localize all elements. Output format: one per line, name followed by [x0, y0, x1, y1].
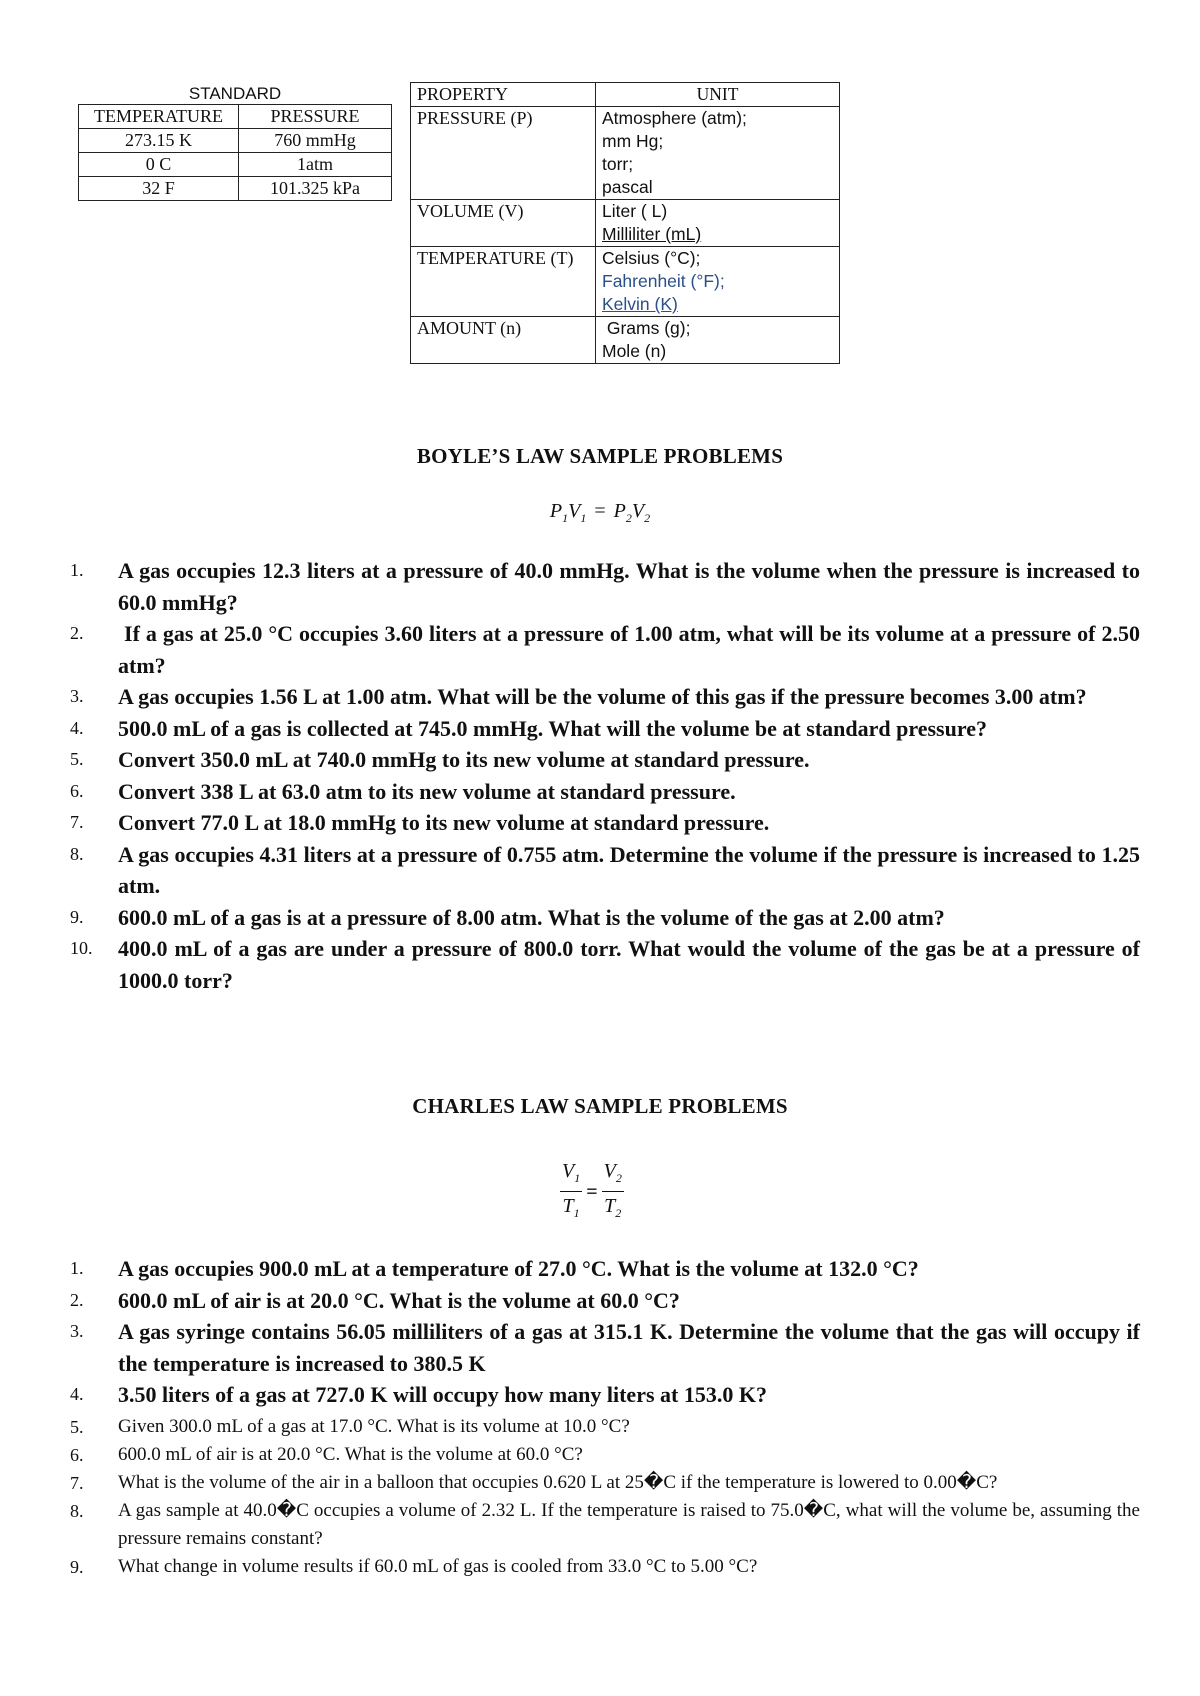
list-item — [70, 933, 1140, 996]
table-row — [79, 129, 392, 153]
list-number: 7. — [70, 812, 84, 832]
table-cell: 1atm — [239, 153, 392, 177]
list-item — [70, 1553, 1140, 1581]
list-item — [70, 713, 1140, 745]
list-number: 6. — [70, 780, 84, 801]
list-number: 10. — [70, 938, 93, 958]
table-row — [79, 177, 392, 201]
problem-text: A gas syringe contains 56.05 milliliters of a gas at 315.1 K. Determine the volume that the gas will occupy if the temperature is increased to 380.5 K — [118, 1319, 1140, 1376]
formula-subscript: 1 — [562, 511, 569, 525]
unit-cell — [596, 247, 840, 317]
list-item — [70, 618, 1146, 681]
list-item — [70, 839, 1140, 902]
list-item — [70, 1469, 1140, 1497]
formula-subscript: 2 — [615, 1206, 622, 1220]
problem-text: What change in volume results if 60.0 mL of gas is cooled from 33.0 °C to 5.00 °C? — [118, 1556, 758, 1577]
list-item — [70, 1441, 1140, 1469]
list-number: 4. — [70, 1384, 84, 1404]
list-item — [70, 1316, 1140, 1379]
formula-fraction — [602, 1158, 624, 1227]
list-item — [70, 744, 1140, 776]
unit-cell — [596, 107, 840, 200]
list-number: 2. — [70, 623, 84, 643]
pressure-header: PRESSURE — [239, 105, 392, 129]
formula-fraction — [560, 1158, 582, 1227]
standard-caption: STANDARD — [188, 84, 282, 103]
problem-text: If a gas at 25.0 °C occupies 3.60 liters at a pressure of 1.00 atm, what will be its volume at a pressure of 2.50 atm? — [118, 621, 1146, 678]
list-number: 5. — [70, 1417, 84, 1437]
unit-text: Celsius (°C); — [602, 248, 701, 268]
table-row — [411, 107, 840, 200]
formula-symbol: T — [604, 1195, 616, 1217]
problem-text: 600.0 mL of a gas is at a pressure of 8.00 atm. What is the volume of the gas at 2.00 atm? — [118, 904, 945, 930]
property-unit-table — [410, 82, 840, 364]
formula-symbol: V — [568, 500, 581, 522]
unit-text: Fahrenheit (°F); — [602, 271, 725, 291]
table-header-row — [411, 83, 840, 107]
formula-subscript: 2 — [625, 511, 632, 525]
table-cell: 760 mmHg — [239, 129, 392, 153]
problem-text: 600.0 mL of air is at 20.0 °C. What is the volume at 60.0 °C? — [118, 1444, 583, 1465]
unit-text: Liter ( L) — [602, 201, 668, 221]
formula-subscript: 2 — [644, 511, 651, 525]
table-cell: 32 F — [79, 177, 239, 201]
property-cell: VOLUME (V) — [411, 200, 596, 247]
table-cell: 101.325 kPa — [239, 177, 392, 201]
list-item — [70, 681, 1140, 713]
list-item — [70, 1379, 1140, 1411]
list-item — [70, 1285, 1140, 1317]
problem-text: Convert 77.0 L at 18.0 mmHg to its new volume at standard pressure. — [118, 810, 770, 835]
unit-text: Kelvin (K) — [602, 294, 678, 314]
list-item — [70, 807, 1140, 839]
unit-text: Atmosphere (atm); — [602, 108, 747, 128]
problem-text: Convert 338 L at 63.0 atm to its new volume at standard pressure. — [118, 778, 736, 804]
list-number: 1. — [70, 560, 84, 580]
problem-text: A gas occupies 1.56 L at 1.00 atm. What will be the volume of this gas if the pressure becomes 3.00 atm? — [118, 684, 1087, 709]
problem-text: A gas occupies 4.31 liters at a pressure of 0.755 atm. Determine the volume if the pressure is increased to 1.25 atm. — [118, 841, 1140, 898]
list-item — [70, 1253, 1140, 1285]
list-number: 9. — [70, 906, 84, 927]
formula-numerator — [560, 1158, 582, 1192]
problem-text: 400.0 mL of a gas are under a pressure of 800.0 torr. What would the volume of the gas be at a pressure of 1000.0 torr? — [118, 936, 1140, 993]
problem-text: 3.50 liters of a gas at 727.0 K will occupy how many liters at 153.0 K? — [118, 1382, 767, 1407]
boyle-problem-list — [70, 555, 1146, 996]
formula-symbol: V — [603, 1160, 616, 1182]
formula-numerator — [602, 1158, 624, 1192]
formula-subscript: 2 — [615, 1171, 622, 1185]
formula-equals: = — [586, 1181, 598, 1203]
charles-heading: CHARLES LAW SAMPLE PROBLEMS — [412, 1094, 788, 1118]
list-number: 8. — [70, 843, 84, 864]
formula-symbol: V — [562, 1160, 575, 1182]
formula-equals: = — [594, 500, 606, 522]
formula-subscript: 1 — [580, 511, 587, 525]
list-number: 3. — [70, 686, 84, 706]
boyle-heading: BOYLE’S LAW SAMPLE PROBLEMS — [416, 444, 784, 468]
temperature-header: TEMPERATURE — [79, 105, 239, 129]
list-item — [70, 776, 1140, 808]
problem-text: 500.0 mL of a gas is collected at 745.0 mmHg. What will the volume be at standard pressure? — [118, 715, 987, 741]
list-number: 8. — [70, 1501, 84, 1521]
unit-cell — [596, 317, 840, 364]
standard-conditions-block — [78, 84, 392, 201]
list-item — [70, 1497, 1140, 1553]
table-row — [79, 153, 392, 177]
table-cell: 0 C — [79, 153, 239, 177]
formula-subscript: 1 — [573, 1206, 580, 1220]
formula-denominator — [602, 1192, 624, 1227]
formula-symbol: T — [562, 1195, 574, 1217]
problem-text: What is the volume of the air in a balloon that occupies 0.620 L at 25�C if the temperature is lowered to 0.00�C? — [118, 1472, 998, 1493]
charles-light-problem-list — [70, 1413, 1140, 1581]
list-item — [70, 902, 1140, 934]
unit-text: Mole (n) — [602, 341, 667, 361]
unit-text: pascal — [602, 177, 653, 197]
property-header: PROPERTY — [411, 83, 596, 107]
list-number: 4. — [70, 717, 84, 738]
list-number: 7. — [70, 1473, 84, 1493]
list-number: 3. — [70, 1321, 84, 1341]
property-cell: TEMPERATURE (T) — [411, 247, 596, 317]
property-cell: AMOUNT (n) — [411, 317, 596, 364]
property-cell: PRESSURE (P) — [411, 107, 596, 200]
boyle-formula — [0, 500, 1200, 526]
problem-text: A gas sample at 40.0�C occupies a volume of 2.32 L. If the temperature is raised to 75.0�C, what will the volume be, assuming the pressure remains constant? — [118, 1500, 1140, 1549]
problem-text: A gas occupies 12.3 liters at a pressure of 40.0 mmHg. What is the volume when the pressure is increased to 60.0 mmHg? — [118, 558, 1140, 615]
unit-text: torr; — [602, 154, 634, 174]
formula-denominator — [560, 1192, 582, 1227]
unit-text: Milliliter (mL) — [602, 224, 702, 244]
unit-text: Grams (g); — [602, 318, 691, 338]
list-number: 2. — [70, 1289, 84, 1310]
unit-header: UNIT — [596, 83, 840, 107]
list-number: 1. — [70, 1258, 84, 1278]
problem-text: A gas occupies 900.0 mL at a temperature of 27.0 °C. What is the volume at 132.0 °C? — [118, 1256, 919, 1281]
formula-subscript: 1 — [574, 1171, 581, 1185]
list-item — [70, 555, 1140, 618]
formula-symbol: V — [631, 500, 645, 522]
charles-bold-problem-list — [70, 1253, 1140, 1411]
formula-symbol: P — [549, 500, 563, 522]
list-number: 5. — [70, 749, 84, 769]
table-cell: 273.15 K — [79, 129, 239, 153]
unit-text: mm Hg; — [602, 131, 664, 151]
table-row — [411, 200, 840, 247]
problem-text: Convert 350.0 mL at 740.0 mmHg to its new volume at standard pressure. — [118, 747, 810, 772]
list-number: 9. — [70, 1557, 84, 1577]
list-number: 6. — [70, 1445, 84, 1465]
standard-conditions-table — [78, 104, 392, 201]
list-item — [70, 1413, 1140, 1441]
formula-symbol: P — [613, 500, 626, 522]
unit-cell — [596, 200, 840, 247]
table-row — [411, 317, 840, 364]
charles-formula — [560, 1158, 680, 1226]
table-row — [411, 247, 840, 317]
problem-text: Given 300.0 mL of a gas at 17.0 °C. What is its volume at 10.0 °C? — [118, 1416, 630, 1437]
problem-text: 600.0 mL of air is at 20.0 °C. What is the volume at 60.0 °C? — [118, 1287, 680, 1313]
table-header-row — [79, 105, 392, 129]
